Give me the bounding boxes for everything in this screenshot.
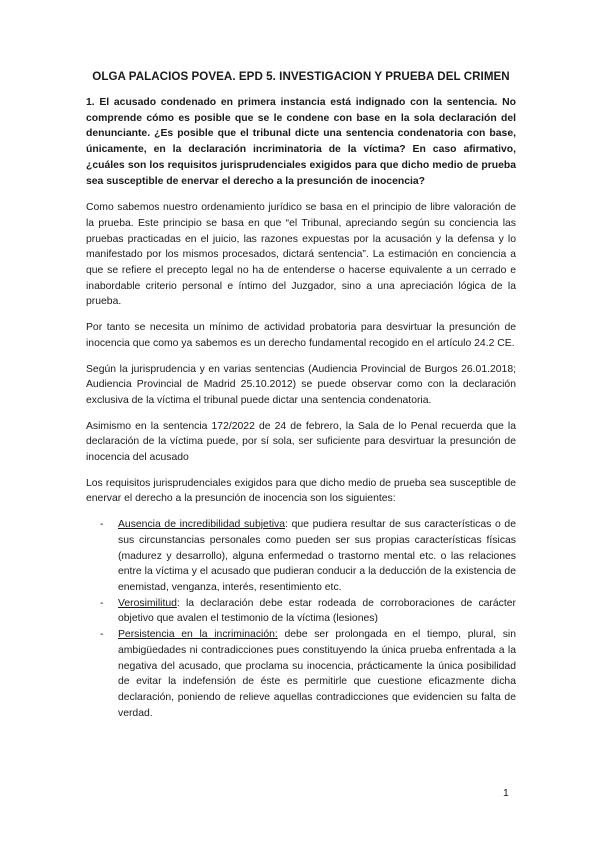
- question-text: 1. El acusado condenado en primera instancia está indignado con la sentencia. No comprende cómo es posible que se le condene con base en la sola declaración del denunciante. ¿Es posible que el tribunal dicte una sentencia condenatoria con base, únicamente, en la declaración incriminatoria de la víctima? En caso afirmativo, ¿cuáles son los requisitos jurisprudenciales exigidos para que dicho medio de prueba sea susceptible de enervar el derecho a la presunción de inocencia?: [86, 97, 516, 187]
- requirement-term: Persistencia en la incriminación:: [118, 629, 278, 641]
- list-dash: -: [100, 519, 104, 531]
- paragraph-minimum-evidence: Por tanto se necesita un mínimo de actividad probatoria para desvirtuar la presunción de inocencia que como ya sabemos es un derecho fundamental recogido en el artículo 24.2 CE.: [86, 322, 516, 349]
- paragraph-requirements-intro: Los requisitos jurisprudenciales exigidos para que dicho medio de prueba sea susceptible de enervar el derecho a la presunción de inocencia son los siguientes:: [86, 477, 516, 505]
- document-page: [86, 70, 516, 721]
- requirement-term: Ausencia de incredibilidad subjetiva: [118, 519, 285, 531]
- paragraph-jurisprudence: Según la jurisprudencia y en varias sentencias (Audiencia Provincial de Burgos 26.01.2018; Audiencia Provincial de Madrid 25.10.2012) se puede observar como con la declaración exclusiva de la víctima el tribunal puede dictar una sentencia condenatoria.: [86, 363, 516, 406]
- paragraph-sentence-172-2022: Asimismo en la sentencia 172/2022 de 24 de febrero, la Sala de lo Penal recuerda que la declaración de la víctima puede, por sí sola, ser suficiente para desvirtuar la presunción de inocencia del acusado: [86, 420, 516, 464]
- requirement-text: : que pudiera resultar de sus características o de sus circunstancias personales como pueden ser sus propias características físicas (madurez y desarrollo), alguna enfermedad o trastorno mental etc. o las relaciones entre la víctima y el acusado que pudieran conducir a la deducción de la existencia de enemistad, venganza, interés, resentimiento etc.: [118, 519, 516, 593]
- list-dash: -: [100, 629, 104, 641]
- list-item: [86, 596, 516, 627]
- list-item: [86, 627, 516, 721]
- page-number: 1: [503, 788, 509, 799]
- requirement-text: : la declaración debe estar rodeada de corroboraciones de carácter objetivo que avalen el testimonio de la víctima (lesiones): [118, 597, 516, 625]
- requirements-list: [86, 517, 516, 721]
- list-item: [86, 517, 516, 596]
- list-dash: -: [100, 597, 104, 609]
- paragraph-free-assessment: Como sabemos nuestro ordenamiento jurídico se basa en el principio de libre valoración de la prueba. Este principio se basa en que “el Tribunal, apreciando según su conciencia las pruebas practicadas en el juicio, las razones expuestas por la acusación y la defensa y lo manifestado por los mismos procesados, dictará sentencia”. La estimación en conciencia a que se refiere el precepto legal no ha de entenderse o hacerse equivalente a un cerrado e inabordable criterio personal e íntimo del Juzgador, sino a una apreciación lógica de la prueba.: [86, 202, 516, 308]
- requirement-text: debe ser prolongada en el tiempo, plural, sin ambigüedades ni contradicciones pues constituyendo la única prueba enfrentada a la negativa del acusado, que proclama su inocencia, prácticamente la única posibilidad de evitar la indefensión de éste es permitirle que cuestione eficazmente dicha declaración, poniendo de relieve aquellas contradicciones que evidencien su falta de verdad.: [118, 629, 516, 719]
- document-title: OLGA PALACIOS POVEA. EPD 5. INVESTIGACION Y PRUEBA DEL CRIMEN: [92, 70, 510, 83]
- requirement-term: Verosimilitud: [118, 597, 177, 609]
